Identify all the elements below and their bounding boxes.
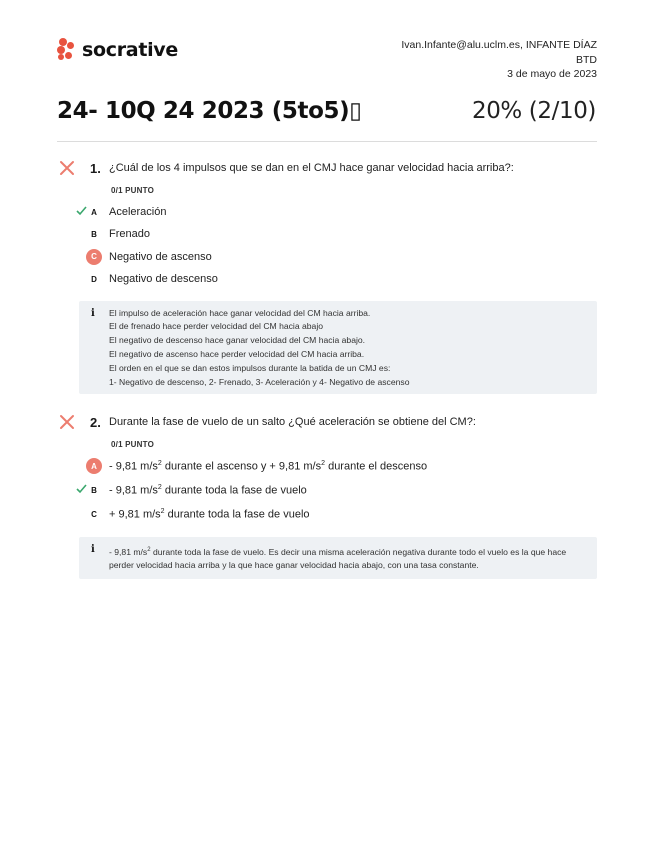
option-text: - 9,81 $m/s^2$ durante toda la fase de vuelo bbox=[109, 484, 307, 497]
answer-option-b bbox=[57, 225, 597, 247]
answer-options bbox=[57, 457, 597, 529]
option-letter: A bbox=[91, 207, 97, 217]
explanation-line: El negativo de descenso hace ganar velocidad del CM hacia abajo. bbox=[109, 335, 366, 346]
answer-option-a bbox=[57, 457, 597, 481]
report-date: 3 de mayo de 2023 bbox=[507, 68, 597, 80]
user-email: Ivan.Infante@alu.uclm.es, INFANTE DÍAZ bbox=[401, 39, 597, 51]
option-letter: C bbox=[91, 509, 97, 519]
question-text: Durante la fase de vuelo de un salto ¿Qué aceleración se obtiene del CM?: bbox=[109, 416, 476, 428]
answer-option-b bbox=[57, 481, 597, 505]
option-text: Aceleración bbox=[109, 206, 167, 218]
option-text: Negativo de descenso bbox=[109, 273, 218, 286]
x-icon bbox=[59, 160, 75, 176]
info-icon: i bbox=[91, 544, 95, 555]
option-letter: D bbox=[91, 274, 97, 284]
quiz-title: 24- 10Q 24 2023 (5to5)▯ bbox=[57, 98, 362, 124]
info-icon: i bbox=[91, 307, 95, 319]
answer-option-d bbox=[57, 270, 597, 292]
explanation-box bbox=[79, 537, 597, 579]
user-info bbox=[401, 38, 597, 82]
question-number: 2. bbox=[90, 415, 101, 430]
option-letter: B bbox=[91, 229, 97, 239]
option-letter-selected: C bbox=[86, 249, 102, 265]
option-letter: B bbox=[91, 485, 97, 495]
x-icon bbox=[59, 414, 75, 430]
question-number: 1. bbox=[90, 161, 101, 176]
answer-options bbox=[57, 203, 597, 293]
explanation-text: - 9,81 $m/s^2$ durante toda la fase de vuelo. Es decir una misma aceleración negativa durante todo el vuelo es la que hace perder velocidad hacia arriba y la que hace ganar velocidad hacia abajo, con una tasa constante. bbox=[109, 546, 567, 571]
class-name: BTD bbox=[576, 53, 597, 66]
question-points: 0/1 PUNTO bbox=[111, 186, 154, 195]
quiz-score: 20% (2/10) bbox=[471, 98, 596, 124]
socrative-logo bbox=[57, 38, 178, 62]
question-1 bbox=[57, 160, 597, 394]
option-text: - 9,81 $m/s^2$ durante el ascenso y + 9,81 $m/s^2$ durante el descenso bbox=[109, 460, 428, 473]
logo-text: socrative bbox=[82, 39, 178, 61]
explanation-line: El impulso de aceleración hace ganar velocidad del CM hacia arriba. bbox=[109, 307, 371, 318]
question-points: 0/1 PUNTO bbox=[111, 440, 154, 449]
explanation-line: 1- Negativo de descenso, 2- Frenado, 3- Aceleración y 4- Negativo de ascenso bbox=[109, 376, 410, 387]
answer-option-a bbox=[57, 203, 597, 225]
answer-option-c bbox=[57, 248, 597, 270]
socrative-logo-icon bbox=[57, 38, 77, 62]
option-text: + 9,81 $m/s^2$ durante toda la fase de vuelo bbox=[109, 508, 310, 521]
option-letter-selected: A bbox=[86, 458, 102, 474]
header-divider bbox=[57, 141, 597, 142]
question-text: ¿Cuál de los 4 impulsos que se dan en el CMJ hace ganar velocidad hacia arriba?: bbox=[109, 162, 514, 174]
explanation-line: El de frenado hace perder velocidad del CM hacia abajo bbox=[109, 321, 324, 332]
answer-option-c bbox=[57, 505, 597, 529]
explanation-box bbox=[79, 301, 597, 395]
option-text: Frenado bbox=[109, 228, 150, 241]
explanation-line: El orden en el que se dan estos impulsos durante la batida de un CMJ es: bbox=[109, 362, 391, 373]
option-text: Negativo de ascenso bbox=[109, 250, 212, 263]
explanation-line: El negativo de ascenso hace perder velocidad del CM hacia arriba. bbox=[109, 348, 365, 359]
question-2 bbox=[57, 414, 597, 579]
